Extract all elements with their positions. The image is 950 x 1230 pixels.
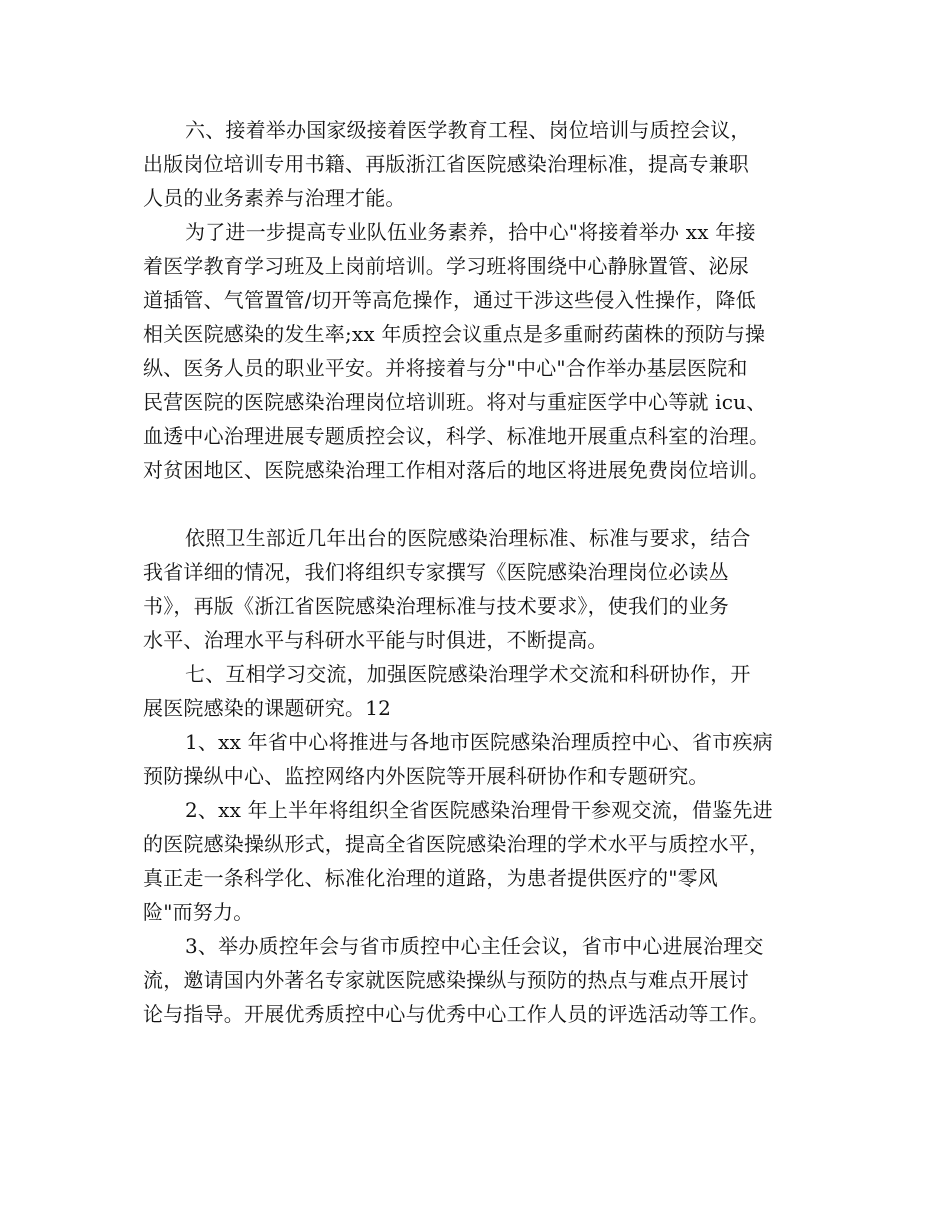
- text-line: 水平、治理水平与科研水平能与时俱进，不断提高。: [143, 628, 608, 652]
- text-line: 真正走一条科学化、标准化治理的道路，为患者提供医疗的"零风: [143, 866, 718, 890]
- paragraph-section-six: [143, 113, 823, 215]
- paragraph-item-2: [143, 793, 823, 929]
- text-line: 出版岗位培训专用书籍、再版浙江省医院感染治理标准，提高专兼职: [143, 152, 749, 176]
- document-body: [143, 113, 823, 1031]
- text-line: 险"而努力。: [143, 900, 254, 924]
- paragraph-item-3: [143, 929, 823, 1031]
- text-line: 为了进一步提高专业队伍业务素养，拾中心"将接着举办 xx 年接: [185, 220, 756, 244]
- text-line: 纵、医务人员的职业平安。并将接着与分"中心"合作举办基层医院和: [143, 356, 748, 380]
- text-line: 3、举办质控年会与省市质控中心主任会议，省市中心进展治理交: [185, 934, 764, 958]
- text-line: 预防操纵中心、监控网络内外医院等开展科研协作和专题研究。: [143, 764, 709, 788]
- paragraph-section-seven: [143, 657, 823, 725]
- text-line: 1、xx 年省中心将推进与各地市医院感染治理质控中心、省市疾病: [185, 730, 773, 754]
- paragraph-standards: [143, 521, 823, 657]
- text-line: 着医学教育学习班及上岗前培训。学习班将围绕中心静脉置管、泌尿: [143, 254, 749, 278]
- paragraph-training-plan: [143, 215, 823, 487]
- text-line: 的医院感染操纵形式，提高全省医院感染治理的学术水平与质控水平，: [143, 832, 770, 856]
- text-line: 论与指导。开展优秀质控中心与优秀中心工作人员的评选活动等工作。: [143, 1002, 770, 1026]
- text-line: 对贫困地区、医院感染治理工作相对落后的地区将进展免费岗位培训。: [143, 458, 770, 482]
- paragraph-gap: [143, 487, 823, 521]
- text-line: 依照卫生部近几年出台的医院感染治理标准、标准与要求，结合: [185, 526, 751, 550]
- text-line: 我省详细的情况，我们将组织专家撰写《医院感染治理岗位必读丛: [143, 560, 729, 584]
- text-line: 书》，再版《浙江省医院感染治理标准与技术要求》，使我们的业务: [143, 594, 729, 618]
- paragraph-item-1: [143, 725, 823, 793]
- text-line: 六、接着举办国家级接着医学教育工程、岗位培训与质控会议，: [185, 118, 751, 142]
- text-line: 人员的业务素养与治理才能。: [143, 186, 406, 210]
- text-line: 血透中心治理进展专题质控会议，科学、标准地开展重点科室的治理。: [143, 424, 770, 448]
- text-line: 展医院感染的课题研究。12: [143, 696, 392, 720]
- text-line: 七、互相学习交流，加强医院感染治理学术交流和科研协作，开: [185, 662, 751, 686]
- text-line: 2、xx 年上半年将组织全省医院感染治理骨干参观交流，借鉴先进: [185, 798, 773, 822]
- text-line: 道插管、气管置管/切开等高危操作，通过干涉这些侵入性操作，降低: [143, 288, 756, 312]
- text-line: 流，邀请国内外著名专家就医院感染操纵与预防的热点与难点开展讨: [143, 968, 749, 992]
- text-line: 民营医院的医院感染治理岗位培训班。将对与重症医学中心等就 icu、: [143, 390, 767, 414]
- text-line: 相关医院感染的发生率;xx 年质控会议重点是多重耐药菌株的预防与操: [143, 322, 766, 346]
